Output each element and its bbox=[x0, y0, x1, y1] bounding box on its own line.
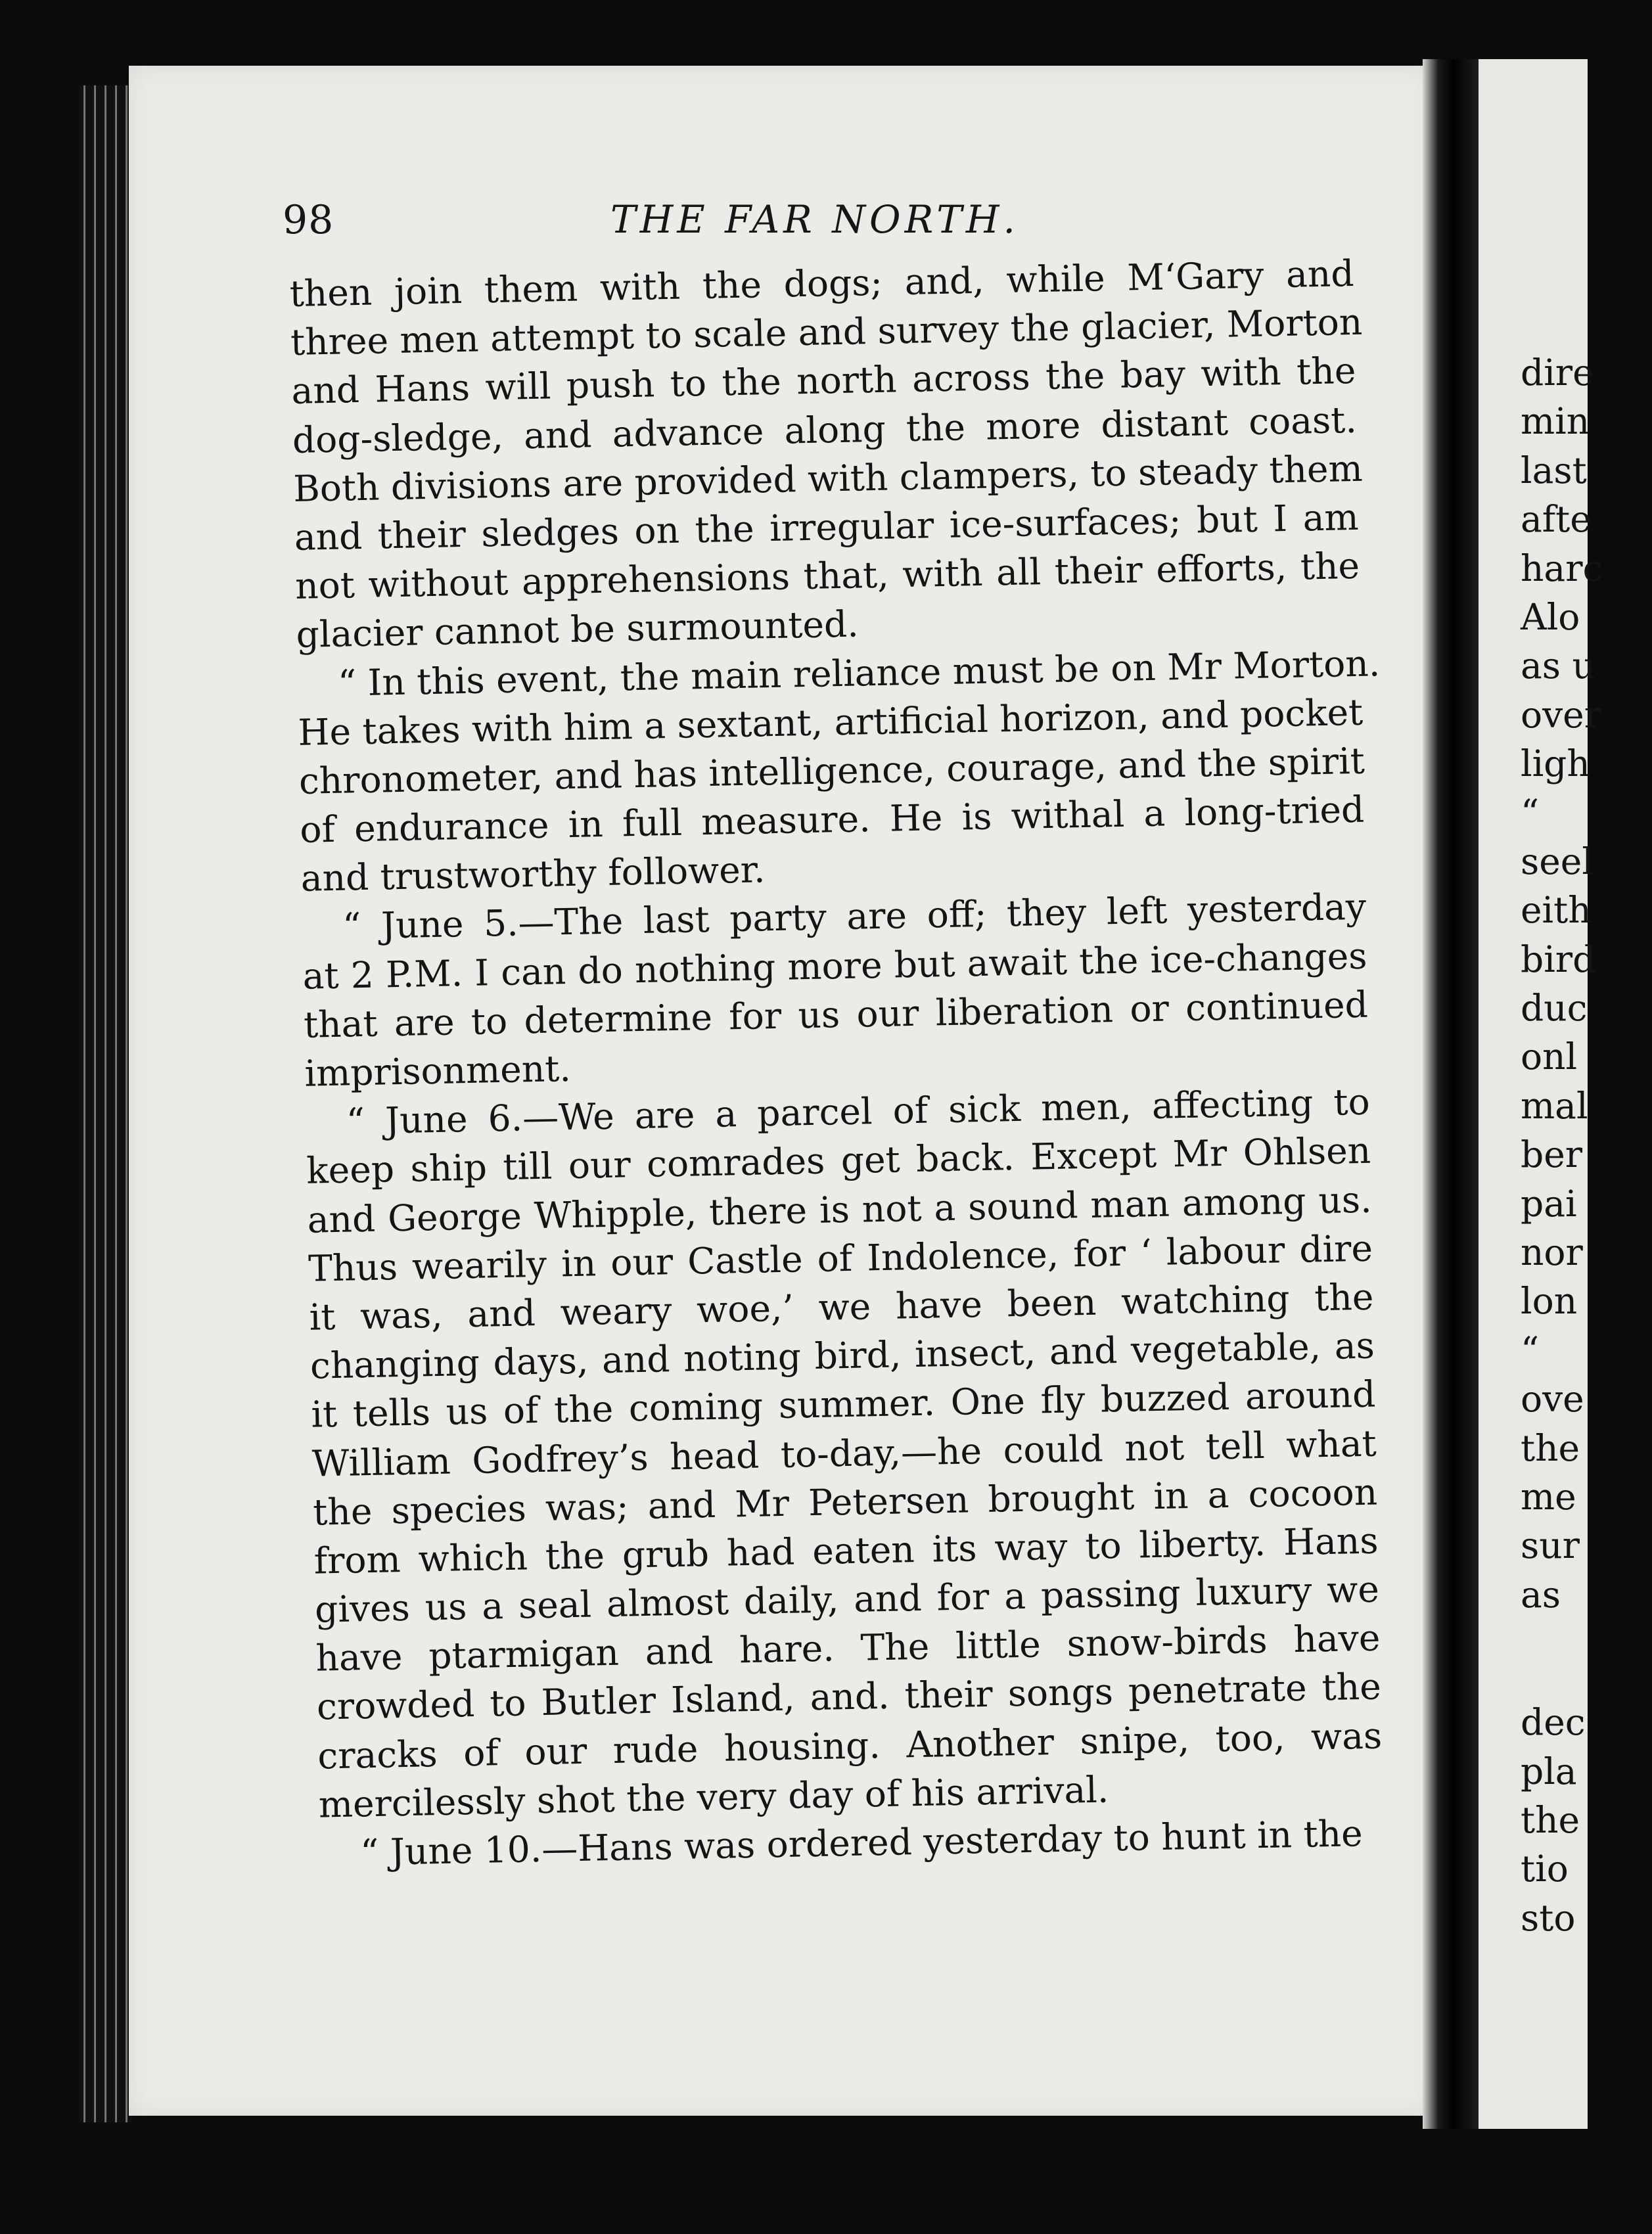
right-page-line-fragment: onl bbox=[1521, 1036, 1578, 1078]
text-line: at 2 P.M. I can do nothing more but await the ice-changes bbox=[302, 934, 1367, 997]
right-page-line-fragment bbox=[1521, 1619, 1652, 1698]
page-header bbox=[283, 197, 1347, 250]
right-page-text-fragments bbox=[1521, 348, 1652, 1942]
right-page-line-fragment: last bbox=[1521, 449, 1587, 491]
text-line: the species was; and Mr Petersen brought in a cocoon bbox=[312, 1470, 1378, 1534]
text-line: imprisonment. bbox=[304, 1047, 572, 1095]
text-line: from which the grub had eaten its way to liberty. Hans bbox=[313, 1519, 1379, 1582]
text-line: He takes with him a sextant, artificial horizon, and pocket bbox=[297, 691, 1364, 754]
book-spine bbox=[79, 85, 131, 2122]
right-page-line-fragment: mal bbox=[1521, 1084, 1588, 1127]
right-page-line-fragment: tio bbox=[1521, 1848, 1569, 1890]
text-line: three men attempt to scale and survey the glacier, Morton bbox=[290, 300, 1363, 364]
text-line: crowded to Butler Island, and. their songs penetrate the bbox=[316, 1665, 1382, 1729]
text-line: changing days, and noting bird, insect, and vegetable, as bbox=[310, 1324, 1375, 1387]
right-page-line-fragment: nor bbox=[1521, 1231, 1583, 1274]
page-number: 98 bbox=[283, 197, 334, 243]
right-page-line-fragment: ligh bbox=[1521, 742, 1590, 785]
right-page-line-fragment: lon bbox=[1521, 1280, 1578, 1323]
running-head: THE FAR NORTH. bbox=[610, 197, 1019, 242]
right-page-line-fragment: ove bbox=[1521, 1378, 1584, 1421]
text-line: of endurance in full measure. He is withal a long-tried bbox=[299, 788, 1365, 851]
right-page-line-fragment: ber bbox=[1521, 1133, 1583, 1176]
text-line: that are to determine for us our liberation or continued bbox=[303, 983, 1369, 1046]
text-line: dog-sledge, and advance along the more distant coast. bbox=[292, 398, 1358, 461]
text-line: Thus wearily in our Castle of Indolence, for ‘ labour dire bbox=[308, 1227, 1373, 1290]
right-page-line-fragment: as bbox=[1521, 1573, 1561, 1616]
text-line: chronometer, and has intelligence, courage, and the spirit bbox=[298, 739, 1365, 802]
text-line: and Hans will push to the north across the bay with the bbox=[290, 350, 1356, 413]
right-page-line-fragment: the bbox=[1521, 1426, 1580, 1469]
right-page-line-fragment: “ bbox=[1521, 791, 1540, 834]
right-page-line-fragment: Alo bbox=[1521, 595, 1580, 638]
text-line: cracks of our rude housing. Another snipe, too, was bbox=[317, 1714, 1383, 1777]
right-page-line-fragment: pai bbox=[1521, 1182, 1577, 1225]
text-line: have ptarmigan and hare. The little snow-birds have bbox=[315, 1616, 1381, 1679]
text-line: Both divisions are provided with clampers, to steady them bbox=[292, 447, 1364, 510]
right-page bbox=[1479, 59, 1603, 2129]
text-line: gives us a seal almost daily, and for a passing luxury we bbox=[314, 1568, 1380, 1631]
text-line: “ June 6.—We are a parcel of sick men, affecting to bbox=[346, 1080, 1371, 1143]
text-line: not without apprehensions that, with all their efforts, the bbox=[294, 544, 1360, 608]
text-line: “ In this event, the main reliance must be on Mr Morton. bbox=[337, 641, 1381, 704]
body-text bbox=[289, 249, 1385, 1878]
text-line: then join them with the dogs; and, while M‘Gary and bbox=[289, 252, 1355, 315]
text-line: it tells us of the coming summer. One fly buzzed around bbox=[310, 1373, 1376, 1436]
text-line: and trustworthy follower. bbox=[300, 848, 766, 900]
text-line: it was, and weary woe,’ we have been watching the bbox=[309, 1275, 1374, 1338]
right-page-line-fragment: harc bbox=[1521, 547, 1603, 589]
right-page-line-fragment: pla bbox=[1521, 1750, 1577, 1792]
right-page-line-fragment: the bbox=[1521, 1798, 1580, 1841]
text-line: glacier cannot be surmounted. bbox=[296, 603, 860, 656]
right-page-line-fragment: min bbox=[1521, 400, 1590, 443]
right-page-line-fragment: dec bbox=[1521, 1701, 1586, 1744]
right-page-line-fragment: dire bbox=[1521, 352, 1594, 394]
right-page-line-fragment: duc bbox=[1521, 987, 1588, 1030]
text-line: “ June 5.—The last party are off; they left yesterday bbox=[342, 886, 1367, 948]
right-page-line-fragment: seel bbox=[1521, 840, 1594, 882]
right-page-line-fragment: over bbox=[1521, 693, 1602, 736]
right-page-line-fragment: sto bbox=[1521, 1896, 1576, 1939]
right-page-line-fragment: sur bbox=[1521, 1524, 1580, 1567]
text-line: and George Whipple, there is not a sound man among us. bbox=[307, 1178, 1373, 1241]
page-gutter bbox=[1423, 59, 1479, 2129]
text-line: mercilessly shot the very day of his arrival. bbox=[318, 1768, 1109, 1826]
text-line: keep ship till our comrades get back. Except Mr Ohlsen bbox=[306, 1129, 1371, 1193]
right-page-line-fragment: me bbox=[1521, 1475, 1576, 1518]
text-line: William Godfrey’s head to-day,—he could not tell what bbox=[311, 1422, 1377, 1485]
right-page-line-fragment: “ bbox=[1521, 1329, 1540, 1371]
right-page-line-fragment: bird bbox=[1521, 938, 1596, 980]
right-page-line-fragment: eith bbox=[1521, 889, 1592, 932]
right-page-line-fragment: afte bbox=[1521, 498, 1592, 541]
text-line: and their sledges on the irregular ice-surfaces; but I am bbox=[294, 495, 1360, 558]
right-page-line-fragment: as u bbox=[1521, 645, 1595, 687]
text-line: “ June 10.—Hans was ordered yesterday to hunt in the bbox=[359, 1812, 1364, 1874]
